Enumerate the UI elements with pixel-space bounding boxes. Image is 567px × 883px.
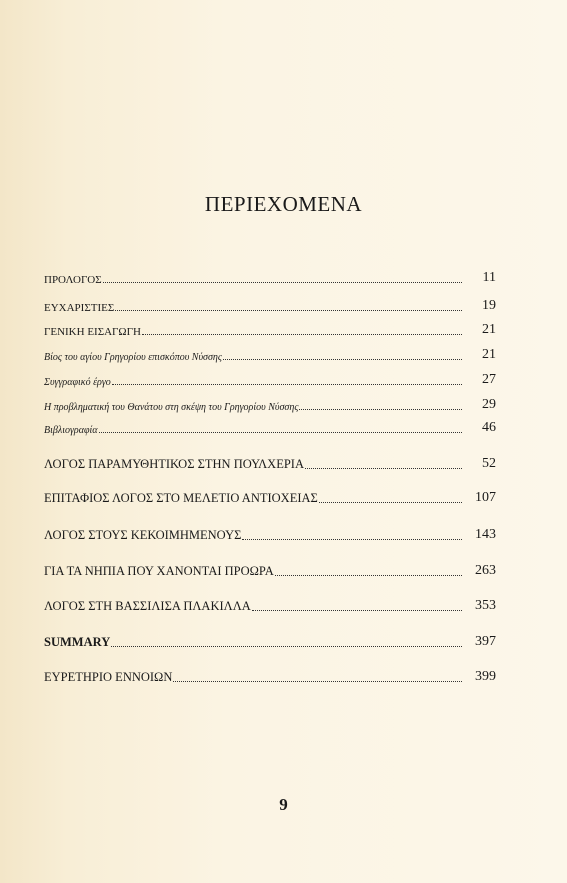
- toc-entry-label: ΕΥΡΕΤΗΡΙΟ ΕΝΝΟΙΩΝ: [44, 670, 173, 684]
- toc-entry-page: 397: [475, 634, 496, 649]
- dot-leader: [305, 468, 462, 469]
- toc-entry-pulcheria: [44, 456, 496, 472]
- toc-entry-writings: [44, 372, 496, 388]
- toc-entry-page: 29: [482, 397, 496, 412]
- toc-entry-label: ΓΕΝΙΚΗ ΕΙΣΑΓΩΓΗ: [44, 326, 141, 338]
- toc-entry-label: Η προβληματική του Θανάτου στη σκέψη του Γρηγορίου Νύσσης: [44, 402, 299, 413]
- toc-entry-label: ΛΟΓΟΣ ΠΑΡΑΜΥΘΗΤΙΚΟΣ ΣΤΗΝ ΠΟΥΛΧΕΡΙΑ: [44, 457, 304, 471]
- toc-entry-page: 143: [475, 527, 496, 542]
- dot-leader: [242, 539, 462, 540]
- toc-entry-page: 52: [482, 456, 496, 471]
- toc-entry-label: ΕΥΧΑΡΙΣΤΙΕΣ: [44, 302, 115, 314]
- dot-leader: [103, 282, 462, 283]
- toc-entry-index: [44, 669, 496, 685]
- toc-entry-summary: [44, 634, 496, 650]
- toc-entry-general-introduction: [44, 322, 496, 338]
- toc-entry-label: ΓΙΑ ΤΑ ΝΗΠΙΑ ΠΟΥ ΧΑΝΟΝΤΑΙ ΠΡΟΩΡΑ: [44, 564, 274, 578]
- toc-entry-page: 399: [475, 669, 496, 684]
- toc-entry-bibliography: [44, 420, 496, 436]
- toc-entry-death-problem: [44, 397, 496, 413]
- toc-entry-label: ΠΡΟΛΟΓΟΣ: [44, 274, 102, 286]
- toc-entry-placilla: [44, 598, 496, 614]
- dot-leader: [115, 310, 462, 311]
- toc-entry-page: 21: [482, 322, 496, 337]
- toc-entry-meletius: [44, 490, 496, 506]
- dot-leader: [252, 610, 462, 611]
- dot-leader: [111, 646, 462, 647]
- toc-entry-label: Συγγραφικό έργο: [44, 377, 111, 388]
- dot-leader: [173, 681, 462, 682]
- toc-entry-page: 27: [482, 372, 496, 387]
- toc-entry-page: 11: [482, 270, 496, 285]
- dot-leader: [299, 409, 462, 410]
- toc-entry-acknowledgements: [44, 298, 496, 314]
- toc-entry-page: 107: [475, 490, 496, 505]
- dot-leader: [223, 359, 462, 360]
- toc-entry-page: 46: [482, 420, 496, 435]
- toc-entry-label: Βιβλιογραφία: [44, 425, 98, 436]
- toc-entry-page: 353: [475, 598, 496, 613]
- toc-entry-label: ΕΠΙΤΑΦΙΟΣ ΛΟΓΟΣ ΣΤΟ ΜΕΛΕΤΙΟ ΑΝΤΙΟΧΕΙΑΣ: [44, 491, 318, 505]
- toc-entry-page: 263: [475, 563, 496, 578]
- toc-entry-infants: [44, 563, 496, 579]
- toc-entry-label: ΛΟΓΟΣ ΣΤΗ ΒΑΣΣΙΛΙΣΑ ΠΛΑΚΙΛΛΑ: [44, 599, 251, 613]
- toc-entry-prologue: [44, 270, 496, 286]
- dot-leader: [112, 384, 462, 385]
- dot-leader: [319, 502, 462, 503]
- dot-leader: [99, 432, 462, 433]
- toc-entry-page: 19: [482, 298, 496, 313]
- dot-leader: [275, 575, 462, 576]
- dot-leader: [142, 334, 462, 335]
- toc-title: ΠΕΡΙΕΧΟΜΕΝΑ: [204, 192, 363, 216]
- toc-entry-label: SUMMARY: [44, 635, 111, 649]
- toc-entry-page: 21: [482, 347, 496, 362]
- toc-entry-label: ΛΟΓΟΣ ΣΤΟΥΣ ΚΕΚΟΙΜΗΜΕΝΟΥΣ: [44, 528, 242, 542]
- toc-entry-departed: [44, 527, 496, 543]
- toc-entry-label: Βίος του αγίου Γρηγορίου επισκόπου Νύσσης: [44, 352, 222, 363]
- toc-entry-life: [44, 347, 496, 363]
- page-number: 9: [279, 795, 288, 814]
